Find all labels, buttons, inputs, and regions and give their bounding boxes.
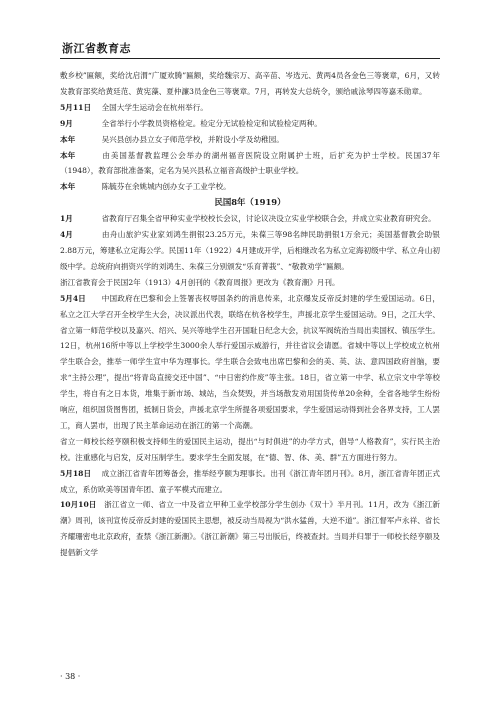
chronicle-entry (60, 291, 440, 434)
entry-date-label: 1月 (60, 214, 73, 224)
entry-text: 陈毓芬在余姚城内创办女子工业学校。 (101, 182, 231, 192)
entry-date-label: 5月4日 (60, 293, 86, 303)
entry-date-label: 10月10日 (60, 500, 97, 510)
entry-date-label: 本年 (60, 182, 76, 192)
chronicle-entry (60, 497, 440, 561)
entry-text: 浙江省立一师、省立一中及省立甲种工业学校部分学生创办《双十》半月刊。11月，改为《浙江新潮》周刊，该刊宣传反帝反封建的爱国民主思想，被反动当局视为“洪水猛兽，大逆不道”。浙江督军卢永祥、省长齐耀珊密电北京政府，查禁《浙江新潮》。《浙江新潮》第三号出版后，终被查封。当局并归罪于一师校长经亨颐及提倡新文学 (60, 500, 440, 558)
entry-date-label: 5月18日 (60, 468, 92, 478)
entry-text: 省教育厅召集全省甲种实业学校校长会议，讨论议决设立实业学校联合会，并成立实业教育研究会。 (101, 214, 436, 224)
page-number: · 38 · (60, 672, 81, 681)
chronicle-entry (60, 466, 440, 498)
year-heading: 民国8年（1919） (214, 197, 286, 208)
entry-text: 由美国基督教监理公会举办的湖州福音医院设立附属护士班，后扩充为护士学校。民国37年（1948），教育部批准备案，定名为吴兴县私立福音高级护士职业学校。 (60, 150, 440, 176)
entry-date-label: 本年 (60, 150, 76, 160)
entry-date-label: 5月11日 (60, 102, 92, 112)
chronicle-entry (60, 116, 440, 132)
paragraph: 敷乡校”匾额，奖给沈启渭“广厦欢腾”匾额，奖给魏宗万、高辛苗、岑选元、黄两4员各金色三等褒章，6月，又转发教育部奖给黄廷范、黄宪藻、夏仲濂3员金色三等褒章。7月，再转发大总统令，颁给戚泳琴四等嘉禾勋章。 (60, 71, 440, 96)
chronicle-entry (60, 211, 440, 227)
chronicle-entry (60, 148, 440, 180)
page-body (60, 68, 440, 561)
entry-text: 全国大学生运动会在杭州举行。 (101, 102, 208, 112)
chronicle-entry (60, 227, 440, 275)
entry-text: 中国政府在巴黎和会上签署丧权辱国条约的消息传来，北京爆发反帝反封建的学生爱国运动。6日，私立之江大学召开全校学生大会，决议派出代表，联络在杭各校学生，声援北京学生爱国运动。9日，之江大学、省立第一师范学校以及嘉兴、绍兴、吴兴等地学生召开国耻日纪念大会，抗议军阀统治当局出卖国权、镇压学生。12日，杭州16所中等以上学校学生3000余人举行爱国示威游行，并往省议会请愿。省城中等以上学校成立杭州学生联合会，推举一师学生宣中华为理事长。学生联合会致电出席巴黎和会的美、英、法、意四国政府首脑，要求“主持公理”，提出“将青岛直接交还中国”、“中日密约作废”等主张。18日，省立第一中学、私立宗文中学等校学生，将自有之日本货，堆集于新市场、城站，当众焚毁，并当场散发劝用国货传单20余种，全省各地学生纷纷响应，组织国货图售团，抵制日货会，声援北京学生所提各项爱国要求，学生爱国运动得到社会各界支持，工人罢工，商人罢市，出现了民主革命运动在浙江的第一个高潮。 (60, 293, 440, 430)
entry-text: 全省举行小学教员资格检定。检定分无试验检定和试验检定两种。 (101, 118, 322, 128)
chronicle-entry (60, 132, 440, 148)
chronicle-entry (60, 100, 440, 116)
entry-text: 成立浙江省青年团筹备会，推举经亨颐为理事长。出刊《浙江青年团月刊》。8月，浙江省青年团正式成立，系仿欧美等国青年团、童子军模式而建立。 (60, 468, 440, 494)
chronicle-entry (60, 179, 440, 195)
entry-text: 由舟山旅沪实业家刘鸿生捐银23.25万元，朱葆三等98名绅民助捐银1万余元；美国基督教会助银2.88万元，筹建私立定海公学。民国11年（1922）4月建成开学，后相继改名为私立定海初级中学、私立舟山初级中学。总统府向捐资兴学的刘鸿生、朱葆三分别颁发“乐育菁莪”、“敬教劝学”匾额。 (60, 230, 440, 271)
entry-date-label: 4月 (60, 230, 73, 240)
paragraph: 浙江省教育会于民国2年（1913）4月创刊的《教育周报》更改为《教育潮》月刊。 (60, 277, 340, 287)
paragraph: 省立一师校长经亨颐积极支持师生的爱国民主运动，提出“与时俱进”的办学方式，倡导“人格教育”，实行民主治校。注重感化与启发，反对压制学生。要求学生全面发展，在“德、智、体、美、群”五方面进行努力。 (60, 436, 440, 462)
entry-date-label: 9月 (60, 118, 73, 128)
entry-date-label: 本年 (60, 134, 76, 144)
entry-text: 吴兴县创办县立女子师范学校，并附设小学及幼稚园。 (101, 134, 284, 144)
header-rule (60, 58, 440, 59)
running-head: 浙江省教育志 (62, 42, 131, 55)
